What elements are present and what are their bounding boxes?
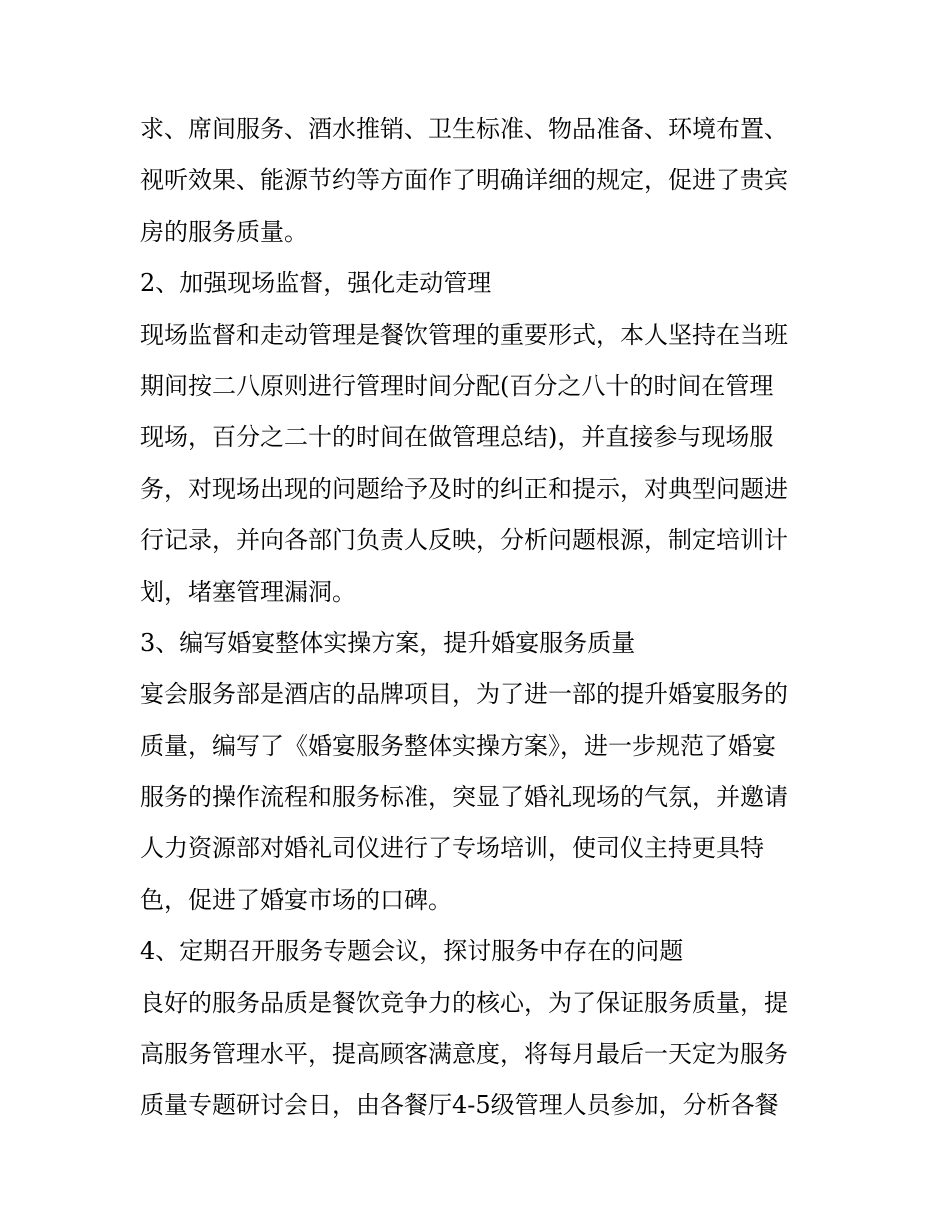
body-line: 人力资源部对婚礼司仪进行了专场培训，使司仪主持更具特 <box>140 834 764 863</box>
body-line: 质量，编写了《婚宴服务整体实操方案》，进一步规范了婚宴 <box>140 731 776 760</box>
body-line: 务，对现场出现的问题给予及时的纠正和提示，对典型问题进 <box>140 474 788 503</box>
body-line: 期间按二八原则进行管理时间分配(百分之八十的时间在管理 <box>140 371 774 400</box>
body-line: 划，堵塞管理漏洞。 <box>140 577 356 606</box>
body-line: 行记录，并向各部门负责人反映，分析问题根源，制定培训计 <box>140 526 788 555</box>
body-line: 高服务管理水平，提高顾客满意度，将每月最后一天定为服务 <box>140 1040 788 1069</box>
body-line: 色，促进了婚宴市场的口碑。 <box>140 885 452 914</box>
body-line: 求、席间服务、酒水推销、卫生标准、物品准备、环境布置、 <box>140 115 788 143</box>
body-line: 服务的操作流程和服务标准，突显了婚礼现场的气氛，并邀请 <box>140 783 788 812</box>
body-line: 良好的服务品质是餐饮竞争力的核心，为了保证服务质量，提 <box>140 988 788 1017</box>
body-line: 宴会服务部是酒店的品牌项目，为了进一部的提升婚宴服务的 <box>140 680 788 709</box>
section-heading-2: 2、加强现场监督，强化走动管理 <box>140 269 492 298</box>
body-line: 视听效果、能源节约等方面作了明确详细的规定，促进了贵宾 <box>140 166 788 195</box>
document-body <box>140 104 830 1132</box>
body-line: 现场，百分之二十的时间在做管理总结)，并直接参与现场服 <box>140 423 774 452</box>
body-line: 房的服务质量。 <box>140 217 308 246</box>
section-heading-3: 3、编写婚宴整体实操方案，提升婚宴服务质量 <box>140 628 636 657</box>
body-line: 现场监督和走动管理是餐饮管理的重要形式，本人坚持在当班 <box>140 320 788 349</box>
body-line: 质量专题研讨会日，由各餐厅4-5级管理人员参加，分析各餐 <box>140 1091 779 1120</box>
section-heading-4: 4、定期召开服务专题会议，探讨服务中存在的问题 <box>140 937 684 966</box>
